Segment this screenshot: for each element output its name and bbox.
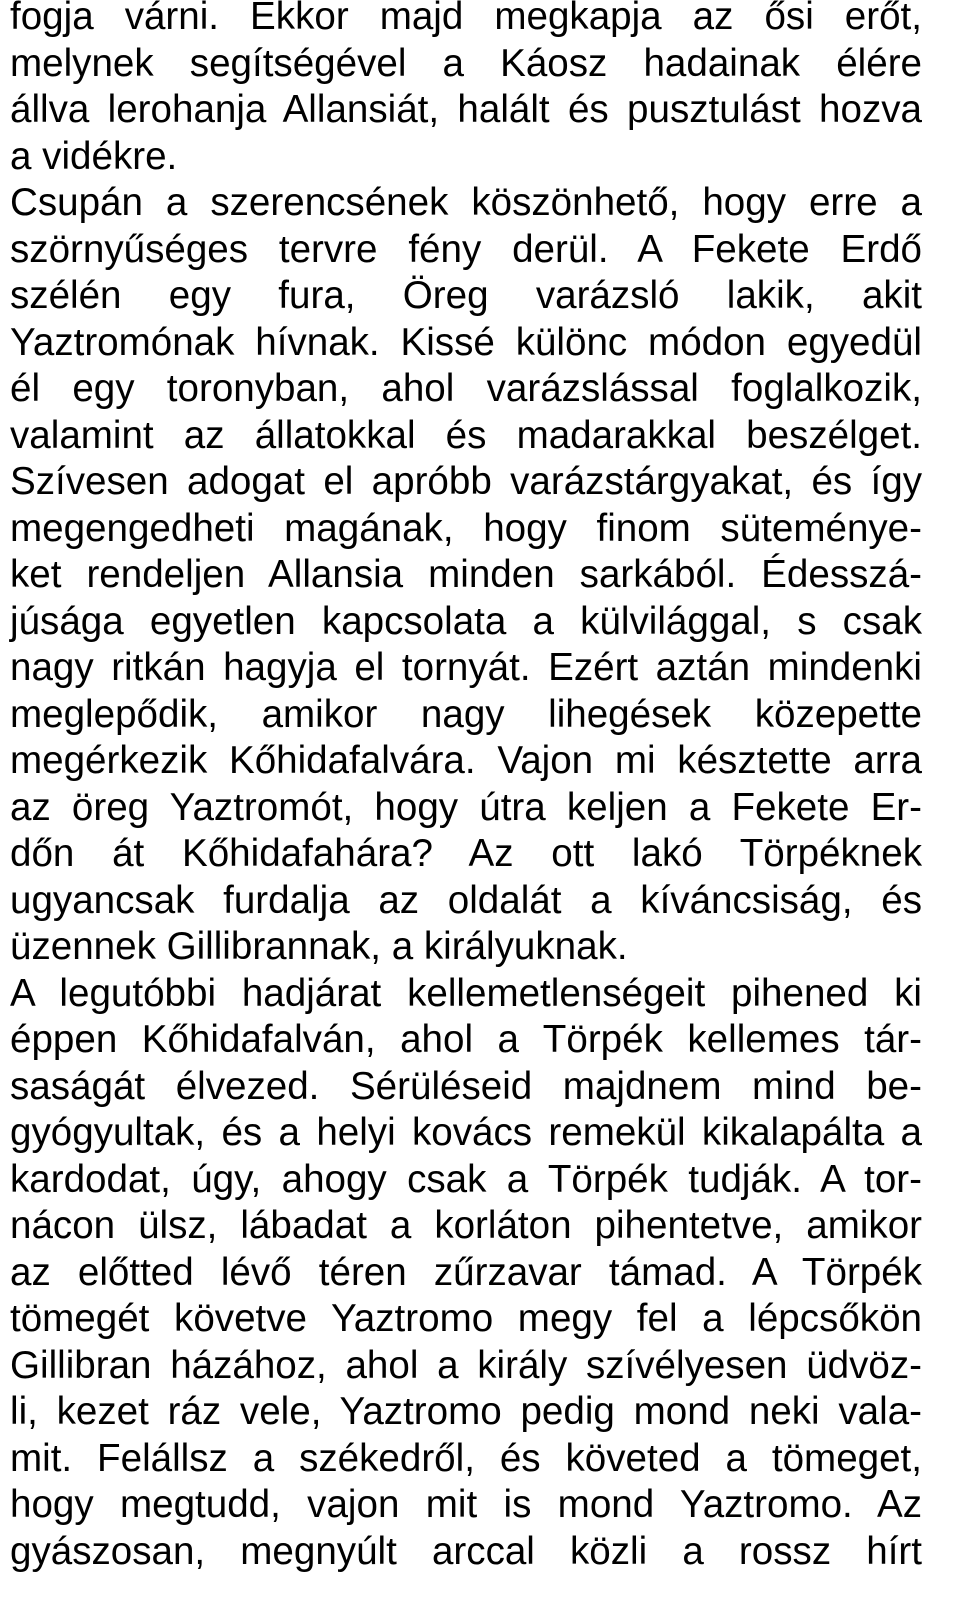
text-line: valamint az állatokkal és madarakkal beszélget. [10, 413, 922, 457]
text-line: az öreg Yaztromót, hogy útra keljen a Fekete Er- [10, 785, 922, 829]
text-line: melynek segítségével a Káosz hadainak élére [10, 41, 922, 85]
text-line: Gillibran házához, ahol a király szívélyesen üdvöz- [10, 1343, 922, 1387]
text-line: li, kezet ráz vele, Yaztromo pedig mond neki vala- [10, 1390, 922, 1433]
text-line: él egy toronyban, ahol varázslással foglalkozik, [10, 367, 922, 410]
text-line: hogy megtudd, vajon mit is mond Yaztromo. Az [10, 1483, 922, 1526]
text-line: kardodat, úgy, ahogy csak a Törpék tudják. A tor- [10, 1157, 922, 1201]
text-line: gyászosan, megnyúlt arccal közli a rossz hírt [10, 1529, 922, 1573]
text-line: dőn át Kőhidafahára? Az ott lakó Törpéknek [10, 832, 922, 875]
text-line: éppen Kőhidafalván, ahol a Törpék kellemes tár- [10, 1018, 922, 1061]
text-line: A legutóbbi hadjárat kellemetlenségeit pihened ki [10, 971, 922, 1015]
text-line: megengedheti magának, hogy finom süteménye- [10, 506, 922, 550]
text-line: az előtted lévő téren zűrzavar támad. A Törpék [10, 1250, 922, 1294]
text-line: fogja várni. Ekkor majd megkapja az ősi erőt, [10, 0, 922, 38]
text-line: megérkezik Kőhidafalvára. Vajon mi késztette arra [10, 739, 922, 782]
text-line: júsága egyetlen kapcsolata a külvilággal, s csak [10, 599, 922, 643]
text-line: nagy ritkán hagyja el tornyát. Ezért aztán mindenki [10, 646, 922, 689]
text-line: tömegét követve Yaztromo megy fel a lépcsőkön [10, 1297, 922, 1340]
text-line: Yaztromónak hívnak. Kissé különc módon egyedül [10, 320, 922, 364]
text-line: Szívesen adogat el apróbb varázstárgyakat, és így [10, 460, 922, 503]
text-line: saságát élvezed. Sérüléseid majdnem mind be- [10, 1064, 922, 1108]
text-line: mit. Felállsz a székedről, és követed a tömeget, [10, 1436, 922, 1480]
text-line: ket rendeljen Allansia minden sarkából. Édesszá- [10, 553, 922, 596]
text-line: üzennek Gillibrannak, a királyuknak. [10, 925, 628, 968]
document-page [10, 0, 922, 1575]
text-line: meglepődik, amikor nagy lihegések közepette [10, 692, 922, 736]
text-line: ugyancsak furdalja az oldalát a kíváncsiság, és [10, 878, 922, 922]
text-line: szélén egy fura, Öreg varázsló lakik, akit [10, 274, 922, 317]
text-line: nácon ülsz, lábadat a korláton pihentetve, amikor [10, 1204, 922, 1247]
text-line: gyógyultak, és a helyi kovács remekül kikalapálta a [10, 1111, 922, 1154]
text-line: Csupán a szerencsének köszönhető, hogy erre a [10, 181, 922, 224]
text-line: szörnyűséges tervre fény derül. A Fekete Erdő [10, 227, 922, 271]
text-line: állva lerohanja Allansiát, halált és pusztulást hozva [10, 88, 922, 131]
text-line: a vidékre. [10, 134, 178, 178]
